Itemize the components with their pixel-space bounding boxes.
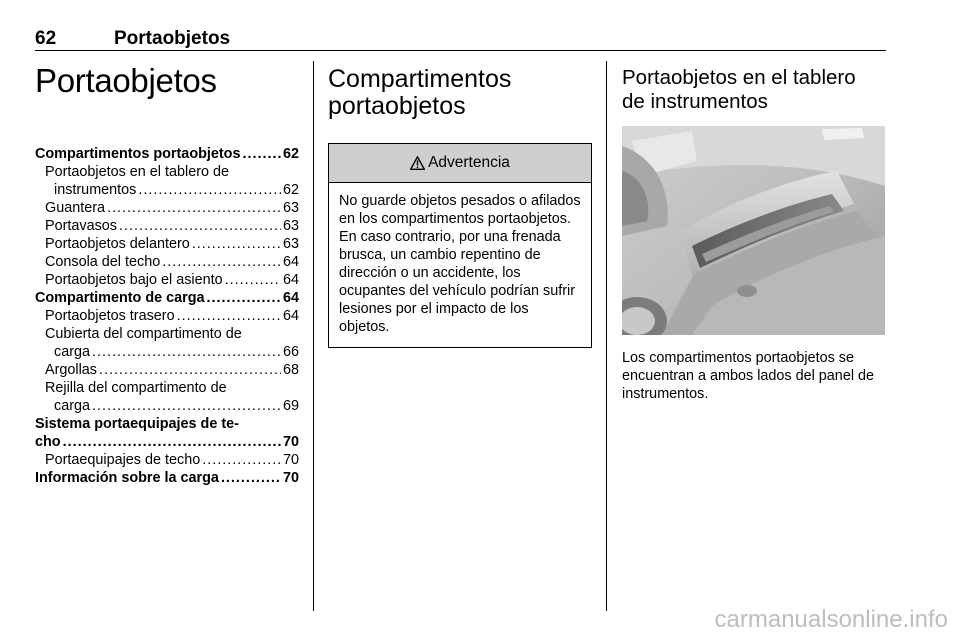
warning-header xyxy=(329,144,591,183)
subsection-title: Portaobjetos en el tablero de instrumentos xyxy=(622,66,856,113)
page-number: 62 xyxy=(35,28,57,49)
section-title: Compartimentos portaobjetos xyxy=(328,65,512,120)
dashboard-storage-photo xyxy=(622,126,885,335)
toc-entry[interactable]: Sistema portaequipajes de te- cho ..... 70 xyxy=(35,415,299,451)
toc-entry[interactable]: Portaobjetos delantero ..... 63 xyxy=(35,235,299,253)
warning-text: No guarde objetos pesados o afilados en los compartimentos portaobjetos. En caso contrario, por una frenada brusca, un cambio repentino de dirección o un accidente, los ocupantes del vehículo podrían sufrir lesiones por el impacto de los objetos. xyxy=(339,193,581,335)
watermark-text: carmanualsonline.info xyxy=(714,606,948,633)
page-header xyxy=(35,29,885,49)
warning-heading: Advertencia xyxy=(428,154,510,171)
toc-column xyxy=(35,62,299,487)
warning-triangle-icon xyxy=(410,156,425,170)
toc-entry[interactable]: Información sobre la carga ..... 70 xyxy=(35,469,299,487)
toc-entry[interactable]: Compartimentos portaobjetos ..... 62 xyxy=(35,145,299,163)
toc-entry[interactable]: Rejilla del compartimento de carga ..... 69 xyxy=(35,379,299,415)
warning-box xyxy=(328,143,592,348)
toc-entry[interactable]: Portaequipajes de techo ..... 70 xyxy=(35,451,299,469)
toc-entry[interactable]: Portavasos ..... 63 xyxy=(35,217,299,235)
header-title: Portaobjetos xyxy=(114,28,231,49)
toc-entry[interactable]: Consola del techo ..... 64 xyxy=(35,253,299,271)
header-rule xyxy=(35,50,886,51)
toc-entry[interactable]: Portaobjetos bajo el asiento ..... 64 xyxy=(35,271,299,289)
content-column-3 xyxy=(622,66,886,403)
toc-entry[interactable]: Guantera ..... 63 xyxy=(35,199,299,217)
toc-entry[interactable]: Compartimento de carga ..... 64 xyxy=(35,289,299,307)
toc-entry[interactable]: Portaobjetos trasero ..... 64 xyxy=(35,307,299,325)
content-column-2 xyxy=(328,66,592,348)
chapter-title: Portaobjetos xyxy=(35,62,217,99)
table-of-contents xyxy=(35,145,299,487)
body-paragraph: Los compartimentos portaobjetos se encuentran a ambos lados del panel de instrumentos. xyxy=(622,350,875,402)
toc-entry[interactable]: Portaobjetos en el tablero de instrumentos ..... 62 xyxy=(35,163,299,199)
column-divider-1 xyxy=(313,61,314,611)
toc-entry[interactable]: Argollas ..... 68 xyxy=(35,361,299,379)
column-divider-2 xyxy=(606,61,607,611)
toc-entry[interactable]: Cubierta del compartimento de carga ..... 66 xyxy=(35,325,299,361)
